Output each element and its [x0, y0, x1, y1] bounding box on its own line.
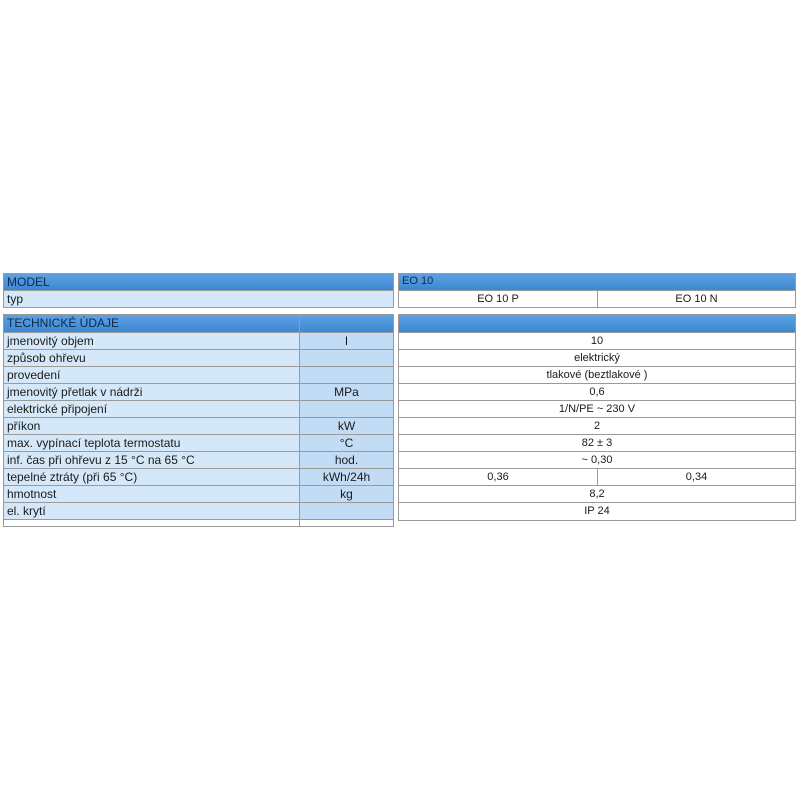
row-unit-design	[299, 366, 394, 383]
row-unit-weight: kg	[299, 485, 394, 502]
row-label-volume: jmenovitý objem	[3, 332, 299, 349]
divider	[3, 349, 394, 350]
divider	[3, 519, 394, 520]
tech-header-value-col	[398, 314, 796, 332]
row-value-protection: IP 24	[398, 502, 796, 521]
typ-label: typ	[3, 290, 394, 308]
row-value-weight: 8,2	[398, 485, 796, 503]
divider	[3, 451, 394, 452]
row-unit-power: kW	[299, 417, 394, 434]
row-unit-connection	[299, 400, 394, 417]
divider	[3, 400, 394, 401]
row-label-weight: hmotnost	[3, 485, 299, 502]
row-label-protection: el. krytí	[3, 502, 299, 519]
row-value-volume: 10	[398, 332, 796, 350]
row-label-heating: způsob ohřevu	[3, 349, 299, 366]
divider	[3, 383, 394, 384]
row-unit-thermostat: °C	[299, 434, 394, 451]
divider	[3, 485, 394, 486]
row-label-thermostat: max. vypínací teplota termostatu	[3, 434, 299, 451]
row-label-heat-time: inf. čas při ohřevu z 15 °C na 65 °C	[3, 451, 299, 468]
row-value-heat-loss-n: 0,34	[597, 468, 796, 486]
row-unit-protection	[299, 502, 394, 519]
row-value-connection: 1/N/PE ~ 230 V	[398, 400, 796, 418]
row-label-power: příkon	[3, 417, 299, 434]
model-value: EO 10	[398, 273, 796, 290]
typ-value-n: EO 10 N	[597, 290, 796, 308]
divider	[3, 332, 394, 333]
divider	[3, 417, 394, 418]
tech-header-unit-col	[299, 314, 394, 332]
divider	[3, 502, 394, 503]
row-label-design: provedení	[3, 366, 299, 383]
row-unit-heating	[299, 349, 394, 366]
column-divider	[299, 314, 300, 527]
row-value-thermostat: 82 ± 3	[398, 434, 796, 452]
row-unit-pressure: MPa	[299, 383, 394, 400]
row-unit-heat-loss: kWh/24h	[299, 468, 394, 485]
row-label-pressure: jmenovitý přetlak v nádrži	[3, 383, 299, 400]
row-value-heat-time: ~ 0,30	[398, 451, 796, 469]
row-unit-heat-time: hod.	[299, 451, 394, 468]
divider	[3, 290, 394, 291]
row-value-heating: elektrický	[398, 349, 796, 367]
model-label: MODEL	[3, 273, 394, 290]
row-unit-volume: l	[299, 332, 394, 349]
row-value-power: 2	[398, 417, 796, 435]
row-value-pressure: 0,6	[398, 383, 796, 401]
row-value-heat-loss-p: 0,36	[398, 468, 597, 486]
row-label-connection: elektrické připojení	[3, 400, 299, 417]
divider	[3, 468, 394, 469]
divider	[3, 434, 394, 435]
typ-value-p: EO 10 P	[398, 290, 597, 308]
divider	[3, 366, 394, 367]
tech-header-label: TECHNICKÉ ÚDAJE	[3, 314, 299, 332]
row-value-design: tlakové (beztlakové )	[398, 366, 796, 384]
row-label-heat-loss: tepelné ztráty (při 65 °C)	[3, 468, 299, 485]
